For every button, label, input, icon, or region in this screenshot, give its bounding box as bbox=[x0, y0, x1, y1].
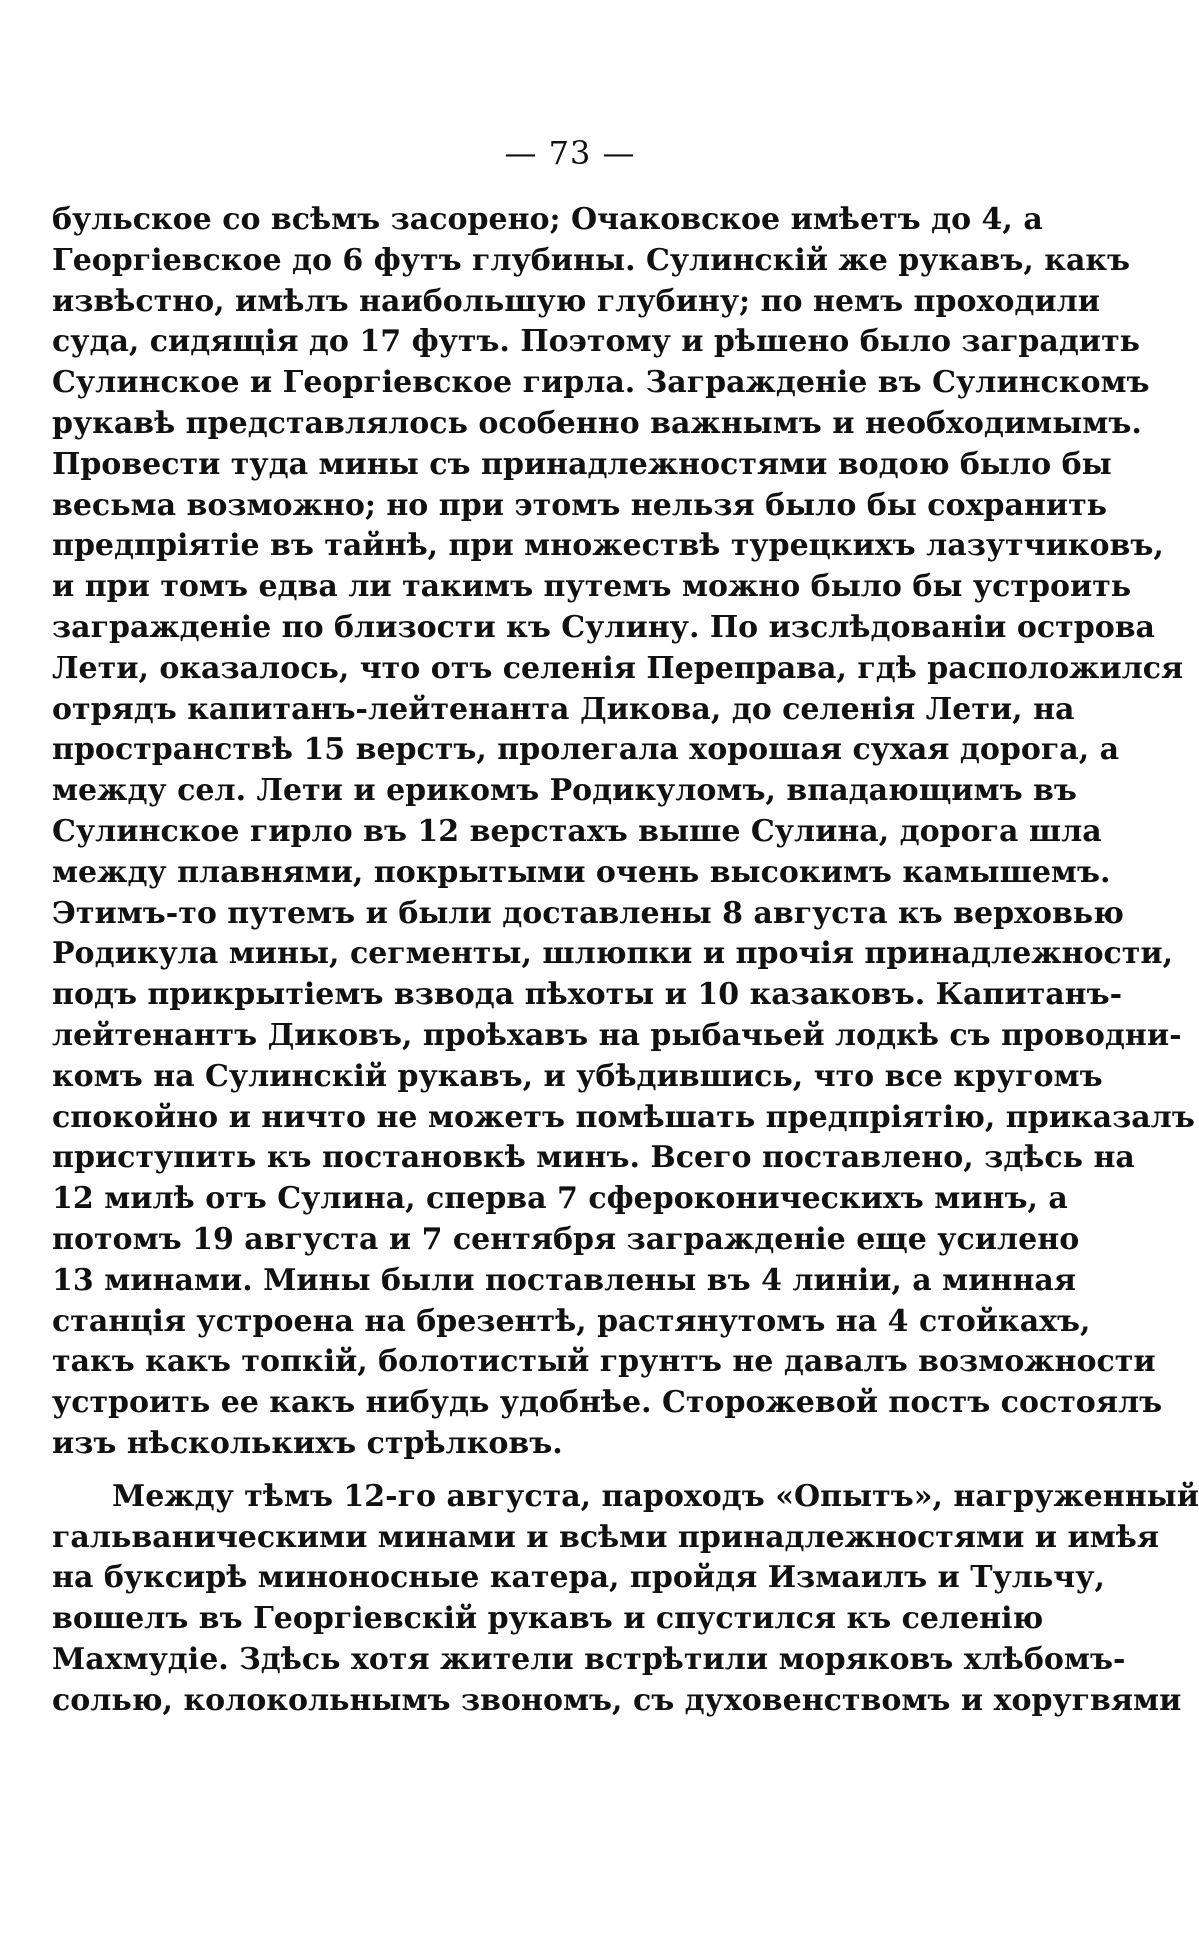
text-line: Сулинское гирло въ 12 верстахъ выше Сулина, дорога шла bbox=[52, 813, 1102, 849]
text-line: Сулинское и Георгіевское гирла. Загражденіе въ Сулинскомъ bbox=[52, 365, 1150, 401]
text-line: загражденіе по близости къ Сулину. По изслѣдованіи острова bbox=[52, 609, 1155, 645]
text-line: приступить къ постановкѣ минъ. Всего поставлено, здѣсь на bbox=[52, 1140, 1135, 1176]
text-line: отрядъ капитанъ-лейтенанта Дикова, до селенія Лети, на bbox=[52, 691, 1075, 727]
text-line: между сел. Лети и ерикомъ Родикуломъ, впадающимъ въ bbox=[52, 773, 1077, 809]
text-line: весьма возможно; но при этомъ нельзя было бы сохранить bbox=[52, 487, 1108, 523]
text-line: Этимъ-то путемъ и были доставлены 8 августа къ верховью bbox=[52, 895, 1124, 931]
text-line: устроить ее какъ нибудь удобнѣе. Сторожевой постъ состоялъ bbox=[52, 1385, 1163, 1421]
text-line: такъ какъ топкій, болотистый грунтъ не давалъ возможности bbox=[52, 1344, 1156, 1380]
text-line: извѣстно, имѣлъ наибольшую глубину; по немъ проходили bbox=[52, 283, 1101, 319]
text-line: Между тѣмъ 12-го августа, пароходъ «Опытъ», нагруженный bbox=[112, 1478, 1199, 1514]
text-line: и при томъ едва ли такимъ путемъ можно было бы устроить bbox=[52, 569, 1132, 605]
text-line: предпріятіе въ тайнѣ, при множествѣ турецкихъ лазутчиковъ, bbox=[52, 528, 1164, 564]
text-line: подъ прикрытіемъ взвода пѣхоты и 10 казаковъ. Капитанъ- bbox=[52, 977, 1123, 1013]
text-line: солью, колокольнымъ звономъ, съ духовенствомъ и хоругвями bbox=[52, 1682, 1182, 1718]
text-line: Георгіевское до 6 футъ глубины. Сулинскій же рукавъ, какъ bbox=[52, 242, 1131, 278]
text-line: Провести туда мины съ принадлежностями водою было бы bbox=[52, 446, 1112, 482]
text-line: 12 милѣ отъ Сулина, сперва 7 сфероконическихъ минъ, а bbox=[52, 1181, 1068, 1217]
text-line: суда, сидящія до 17 футъ. Поэтому и рѣшено было заградить bbox=[52, 324, 1141, 360]
text-line: бульское со всѣмъ засорено; Очаковское имѣетъ до 4, а bbox=[52, 202, 1043, 237]
text-line: гальваническими минами и всѣми принадлежностями и имѣя bbox=[52, 1519, 1160, 1555]
text-line: между плавнями, покрытыми очень высокимъ камышемъ. bbox=[52, 854, 1111, 890]
text-line: на буксирѣ миноносные катера, пройдя Измаилъ и Тульчу, bbox=[52, 1560, 1105, 1596]
text-line: потомъ 19 августа и 7 сентября загражденіе еще усилено bbox=[52, 1221, 1080, 1257]
text-body bbox=[52, 200, 1199, 1721]
text-line: спокойно и ничто не можетъ помѣшать предпріятію, приказалъ bbox=[52, 1099, 1195, 1135]
text-line: изъ нѣсколькихъ стрѣлковъ. bbox=[52, 1425, 563, 1461]
text-line: Махмудіе. Здѣсь хотя жители встрѣтили моряковъ хлѣбомъ- bbox=[52, 1641, 1126, 1677]
text-line: станція устроена на брезентѣ, растянутомъ на 4 стойкахъ, bbox=[52, 1303, 1091, 1339]
text-line: вошелъ въ Георгіевскій рукавъ и спустился къ селенію bbox=[52, 1601, 1044, 1637]
text-line: Лети, оказалось, что отъ селенія Переправа, гдѣ расположился bbox=[52, 650, 1184, 686]
paragraph-gap bbox=[52, 1465, 994, 1477]
text-line: пространствѣ 15 верстъ, пролегала хорошая сухая дорога, а bbox=[52, 732, 1120, 768]
text-line: комъ на Сулинскій рукавъ, и убѣдившись, что все кругомъ bbox=[52, 1058, 1103, 1094]
text-line: Родикула мины, сегменты, шлюпки и прочія принадлежности, bbox=[52, 936, 1174, 972]
text-line: 13 минами. Мины были поставлены въ 4 линіи, а минная bbox=[52, 1262, 1077, 1298]
text-line: лейтенантъ Диковъ, проѣхавъ на рыбачьей лодкѣ съ проводни- bbox=[52, 1017, 1182, 1053]
page-number: — 73 — bbox=[504, 134, 636, 172]
text-line: рукавѣ представлялось особенно важнымъ и необходимымъ. bbox=[52, 405, 1142, 441]
